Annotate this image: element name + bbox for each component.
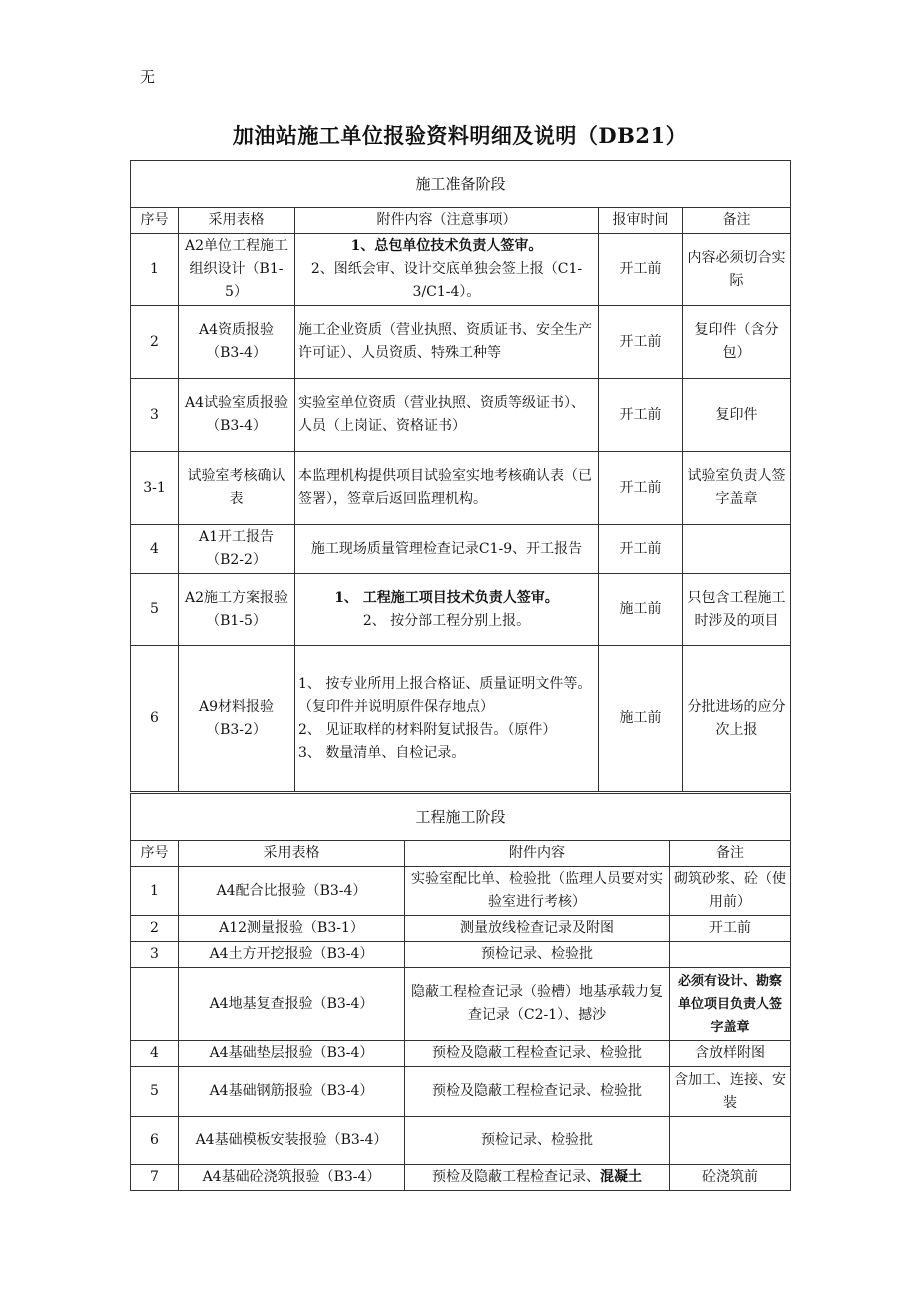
row-content: 预检记录、检验批: [405, 942, 670, 968]
row-content: [405, 1165, 670, 1191]
row-form: A4试验室质报验（B3-4）: [179, 379, 295, 452]
row-content-text: 2、图纸会审、设计交底单独会签上报（C1-3/C1-4）。: [310, 261, 583, 300]
row-no: 1: [131, 867, 179, 916]
prep-section-title: 施工准备阶段: [131, 161, 791, 208]
row-no: 1: [131, 234, 179, 306]
row-note: 含加工、连接、安装: [670, 1067, 791, 1117]
row-note: 复印件（含分包）: [683, 306, 791, 379]
col-header-no: 序号: [131, 208, 179, 234]
row-form: A12测量报验（B3-1）: [179, 916, 405, 942]
row-form: A4基础砼浇筑报验（B3-4）: [179, 1165, 405, 1191]
row-no: 6: [131, 1117, 179, 1165]
table-row: [131, 306, 791, 379]
row-no: 2: [131, 916, 179, 942]
row-form: 试验室考核确认表: [179, 452, 295, 525]
col-header-content: 附件内容（注意事项）: [295, 208, 599, 234]
row-content-bold: 混凝土: [600, 1169, 642, 1185]
preparation-table: [130, 160, 791, 792]
table-row: [131, 574, 791, 646]
row-note: 砌筑砂浆、砼（使用前）: [670, 867, 791, 916]
document-title: 加油站施工单位报验资料明细及说明（DB21）: [232, 123, 688, 148]
table-row: [131, 379, 791, 452]
row-no: 5: [131, 1067, 179, 1117]
row-form: A4基础模板安装报验（B3-4）: [179, 1117, 405, 1165]
col-header-note: 备注: [683, 208, 791, 234]
row-form: A2单位工程施工组织设计（B1-5）: [179, 234, 295, 306]
table-row: [131, 968, 791, 1041]
row-no: [131, 968, 179, 1041]
table-row: [131, 646, 791, 792]
row-content: 预检及隐蔽工程检查记录、检验批: [405, 1041, 670, 1067]
construction-section-title: 工程施工阶段: [131, 794, 791, 841]
table-row: [131, 1117, 791, 1165]
row-content-line: 1、 按专业所用上报合格证、质量证明文件等。（复印件并说明原件保存地点）: [298, 675, 592, 715]
table-row: [131, 1067, 791, 1117]
row-form: A9材料报验（B3-2）: [179, 646, 295, 792]
row-time: 开工前: [599, 306, 683, 379]
row-time: 开工前: [599, 452, 683, 525]
table-row: [131, 234, 791, 306]
row-content: 隐蔽工程检查记录（验槽）地基承载力复查记录（C2-1）、撼沙: [405, 968, 670, 1041]
row-note: [683, 525, 791, 574]
row-no: 3: [131, 379, 179, 452]
row-no: 3-1: [131, 452, 179, 525]
row-content: 实验室单位资质（营业执照、资质等级证书）、人员（上岗证、资格证书）: [295, 379, 599, 452]
row-content: 本监理机构提供项目试验室实地考核确认表（已签署），签章后返回监理机构。: [295, 452, 599, 525]
row-no: 2: [131, 306, 179, 379]
row-content-bold: 1、 工程施工项目技术负责人签审。: [334, 589, 559, 606]
row-content-line: 3、 数量清单、自检记录。: [298, 744, 466, 761]
row-no: 4: [131, 1041, 179, 1067]
row-note: 必须有设计、勘察单位项目负责人签字盖章: [670, 968, 791, 1041]
table-row: [131, 942, 791, 968]
row-form: A4资质报验（B3-4）: [179, 306, 295, 379]
row-note: 只包含工程施工时涉及的项目: [683, 574, 791, 646]
row-content: 测量放线检查记录及附图: [405, 916, 670, 942]
row-note: 试验室负责人签字盖章: [683, 452, 791, 525]
row-content-bold: 1、总包单位技术负责人签审。: [350, 238, 543, 254]
row-form: A4地基复查报验（B3-4）: [179, 968, 405, 1041]
row-no: 5: [131, 574, 179, 646]
row-time: 开工前: [599, 234, 683, 306]
row-no: 6: [131, 646, 179, 792]
row-time: 施工前: [599, 646, 683, 792]
row-content: 预检记录、检验批: [405, 1117, 670, 1165]
table-row: [131, 867, 791, 916]
col-header-form: 采用表格: [179, 208, 295, 234]
row-form: A4基础垫层报验（B3-4）: [179, 1041, 405, 1067]
row-content: [295, 646, 599, 792]
row-content: 预检及隐蔽工程检查记录、检验批: [405, 1067, 670, 1117]
row-content: 施工企业资质（营业执照、资质证书、安全生产许可证）、人员资质、特殊工种等: [295, 306, 599, 379]
row-time: 开工前: [599, 525, 683, 574]
row-note: [670, 942, 791, 968]
col-header-time: 报审时间: [599, 208, 683, 234]
row-content: 施工现场质量管理检查记录C1-9、开工报告: [295, 525, 599, 574]
row-form: A4基础钢筋报验（B3-4）: [179, 1067, 405, 1117]
row-content-line: 2、 见证取样的材料附复试报告。（原件）: [298, 721, 557, 738]
table-row: [131, 1165, 791, 1191]
row-note: 复印件: [683, 379, 791, 452]
col-header-note: 备注: [670, 841, 791, 867]
table-row: [131, 1041, 791, 1067]
row-form: A4配合比报验（B3-4）: [179, 867, 405, 916]
row-content-text: 2、 按分部工程分别上报。: [362, 612, 531, 629]
row-note: 内容必须切合实际: [683, 234, 791, 306]
row-no: 3: [131, 942, 179, 968]
header-mark: 无: [140, 68, 156, 86]
construction-table: [130, 793, 791, 1191]
row-note: 开工前: [670, 916, 791, 942]
row-content: 实验室配比单、检验批（监理人员要对实验室进行考核）: [405, 867, 670, 916]
row-form: A4土方开挖报验（B3-4）: [179, 942, 405, 968]
row-time: 施工前: [599, 574, 683, 646]
row-no: 4: [131, 525, 179, 574]
col-header-content: 附件内容: [405, 841, 670, 867]
col-header-no: 序号: [131, 841, 179, 867]
row-content-text: 预检及隐蔽工程检查记录、: [432, 1169, 600, 1185]
row-note: [670, 1117, 791, 1165]
row-content: [295, 234, 599, 306]
row-note: 分批进场的应分次上报: [683, 646, 791, 792]
table-row: [131, 452, 791, 525]
row-note: 含放样附图: [670, 1041, 791, 1067]
row-form: A2施工方案报验（B1-5）: [179, 574, 295, 646]
col-header-form: 采用表格: [179, 841, 405, 867]
row-no: 7: [131, 1165, 179, 1191]
table-row: [131, 525, 791, 574]
table-row: [131, 916, 791, 942]
row-content: [295, 574, 599, 646]
row-form: A1开工报告（B2-2）: [179, 525, 295, 574]
row-note: 砼浇筑前: [670, 1165, 791, 1191]
row-time: 开工前: [599, 379, 683, 452]
